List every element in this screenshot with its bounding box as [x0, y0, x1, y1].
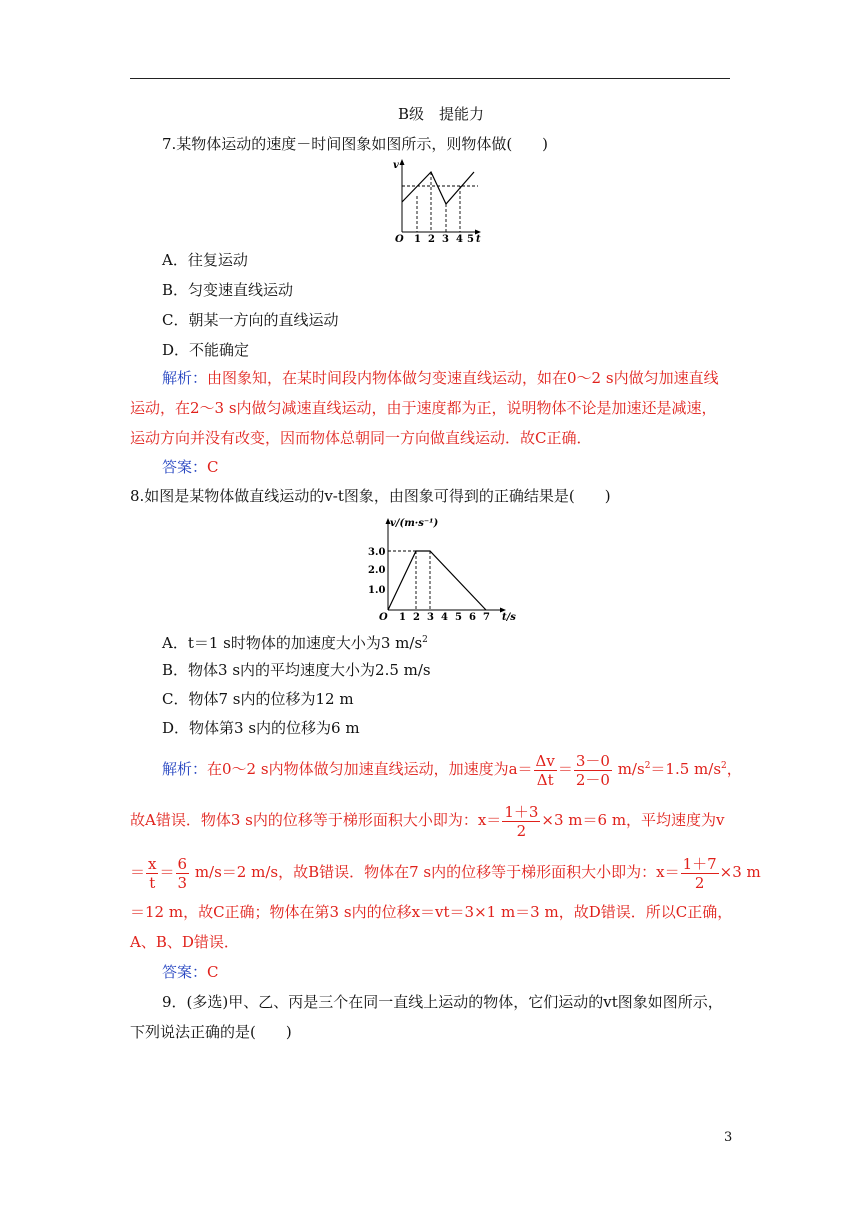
q8-frac-6: 6 — [177, 854, 188, 873]
q8-frac-trap-1-den: 2 — [516, 821, 527, 840]
q8-option-d: D．物体第3 s内的位移为6 m — [162, 719, 360, 737]
q8-frac-trap-2-den: 2 — [694, 873, 705, 892]
q8-answer-value: C — [207, 963, 219, 981]
q8-frac-x: x — [148, 854, 157, 873]
q8-analysis-text-2b: ×3 m＝6 m，平均速度为v — [541, 811, 725, 829]
q8-velocity-line — [388, 551, 486, 610]
q8-frac-trap-2 — [681, 855, 719, 892]
q8-analysis-line-5: A、B、D错误． — [130, 933, 239, 951]
q8-frac-trap-1 — [502, 803, 540, 840]
q8-xtick-7: 7 — [483, 612, 490, 623]
q8-analysis-line-3 — [130, 852, 761, 892]
page-number: 3 — [724, 1130, 733, 1145]
q8-ytick-1: 1.0 — [368, 585, 386, 596]
q7-analysis-text-1: 由图象知，在某时间段内物体做匀变速直线运动，如在0～2 s内做匀加速直线 — [207, 369, 719, 387]
q7-origin: O — [395, 234, 404, 242]
q8-xtick-4: 4 — [441, 612, 448, 623]
q7-tick-3: 3 — [442, 234, 449, 242]
q8-answer-label: 答案： — [162, 963, 208, 981]
q8-frac-trap-1-num: 1＋3 — [504, 802, 539, 821]
q7-analysis-line-3: 运动方向并没有改变，因而物体总朝同一方向做直线运动．故C正确． — [130, 429, 592, 447]
q7-answer-label: 答案： — [162, 458, 208, 476]
q8-xtick-2: 2 — [413, 612, 420, 623]
q8-ytick-2: 2.0 — [368, 565, 386, 576]
q8-xtick-5: 5 — [455, 612, 462, 623]
q7-answer-value: C — [207, 458, 219, 476]
q8-frac-trap-2-num: 1＋7 — [682, 854, 717, 873]
q8-stem: 8.如图是某物体做直线运动的v-t图象，由图象可得到的正确结果是( ) — [130, 487, 611, 505]
q8-ytick-3: 3.0 — [368, 547, 386, 558]
q8-sup-2: 2 — [721, 761, 727, 771]
q8-analysis-line-4: ＝12 m，故C正确；物体在第3 s内的位移x＝vt＝3×1 m＝3 m，故D错误．所以C正确， — [130, 903, 733, 921]
q8-analysis-text-3: m/s＝2 m/s，故B错误．物体在7 s内的位移等于梯形面积大小即为：x＝ — [190, 863, 680, 881]
q8-answer — [162, 962, 219, 982]
q8-comma-1: ， — [726, 760, 742, 778]
q8-eq-3: ＝ — [159, 863, 175, 881]
q8-xtick-3: 3 — [427, 612, 434, 623]
q8-frac-t: t — [149, 873, 156, 892]
q7-option-c: C．朝某一方向的直线运动 — [162, 311, 339, 329]
section-title: B级 提能力 — [398, 105, 485, 123]
q8-option-c: C．物体7 s内的位移为12 m — [162, 690, 354, 708]
q7-tick-2: 2 — [428, 234, 435, 242]
q7-velocity-line — [402, 172, 474, 204]
q8-analysis-label: 解析： — [162, 760, 208, 778]
q8-analysis-line-1 — [162, 746, 742, 789]
q8-option-a-sup: 2 — [422, 635, 428, 645]
q8-sup-1: 2 — [644, 761, 651, 771]
q7-tick-4: 4 — [456, 234, 463, 242]
q8-analysis-text-2: 故A错误．物体3 s内的位移等于梯形面积大小即为：x＝ — [130, 811, 502, 829]
q7-analysis-label: 解析： — [162, 369, 208, 387]
q8-frac-num: 3－0 — [575, 751, 610, 770]
q7-option-b: B．匀变速直线运动 — [162, 281, 294, 299]
q8-result-1: ＝1.5 m/s — [650, 760, 722, 778]
q7-analysis-line-1 — [162, 368, 719, 388]
q8-origin: O — [379, 612, 388, 623]
q7-tick-5: 5 — [467, 234, 474, 242]
header-rule — [130, 78, 730, 79]
q8-analysis-line-2 — [130, 800, 725, 840]
q8-xtick-1: 1 — [399, 612, 406, 623]
q8-option-a — [162, 630, 428, 653]
q8-eq-1: ＝ — [557, 760, 573, 778]
q8-eq-2: ＝ — [130, 863, 146, 881]
q7-ylabel: v — [393, 160, 399, 171]
q7-stem: 7.某物体运动的速度－时间图象如图所示，则物体做( ) — [162, 135, 549, 153]
q9-stem-line-2: 下列说法正确的是( ) — [130, 1023, 292, 1041]
q9-stem-line-1: 9．(多选)甲、乙、丙是三个在同一直线上运动的物体，它们运动的vt图象如图所示， — [162, 993, 723, 1011]
q8-frac-3: 3 — [177, 873, 188, 892]
q8-xlabel: t/s — [502, 612, 516, 623]
q8-frac-x-t — [146, 855, 158, 892]
q8-frac-values — [574, 752, 612, 789]
q8-unit-1: m/s — [612, 760, 645, 778]
q8-ylabel: v/(m·s⁻¹) — [390, 518, 439, 529]
q7-vt-graph — [388, 156, 488, 242]
q7-xlabel: t — [476, 234, 481, 242]
q8-frac-dt: Δt — [536, 770, 554, 789]
q8-vt-graph — [364, 512, 524, 624]
q8-option-a-text: A．t＝1 s时物体的加速度大小为3 m/s — [162, 634, 423, 652]
q7-option-d: D．不能确定 — [162, 341, 250, 359]
q8-analysis-text-3b: ×3 m — [719, 863, 761, 881]
q8-frac-den: 2－0 — [575, 770, 610, 789]
q8-option-b: B．物体3 s内的平均速度大小为2.5 m/s — [162, 661, 431, 679]
q7-tick-1: 1 — [414, 234, 421, 242]
q7-analysis-line-2: 运动，在2～3 s内做匀减速直线运动，由于速度都为正，说明物体不论是加速还是减速， — [130, 399, 717, 417]
q8-frac-dv-dt — [534, 752, 557, 789]
q8-xtick-6: 6 — [469, 612, 476, 623]
q8-frac-6-3 — [176, 855, 190, 892]
q7-answer — [162, 457, 219, 477]
q7-option-a: A．往复运动 — [162, 251, 248, 269]
q8-analysis-text-1: 在0～2 s内物体做匀加速直线运动，加速度为a＝ — [207, 760, 533, 778]
q8-frac-dv: Δv — [535, 751, 555, 770]
